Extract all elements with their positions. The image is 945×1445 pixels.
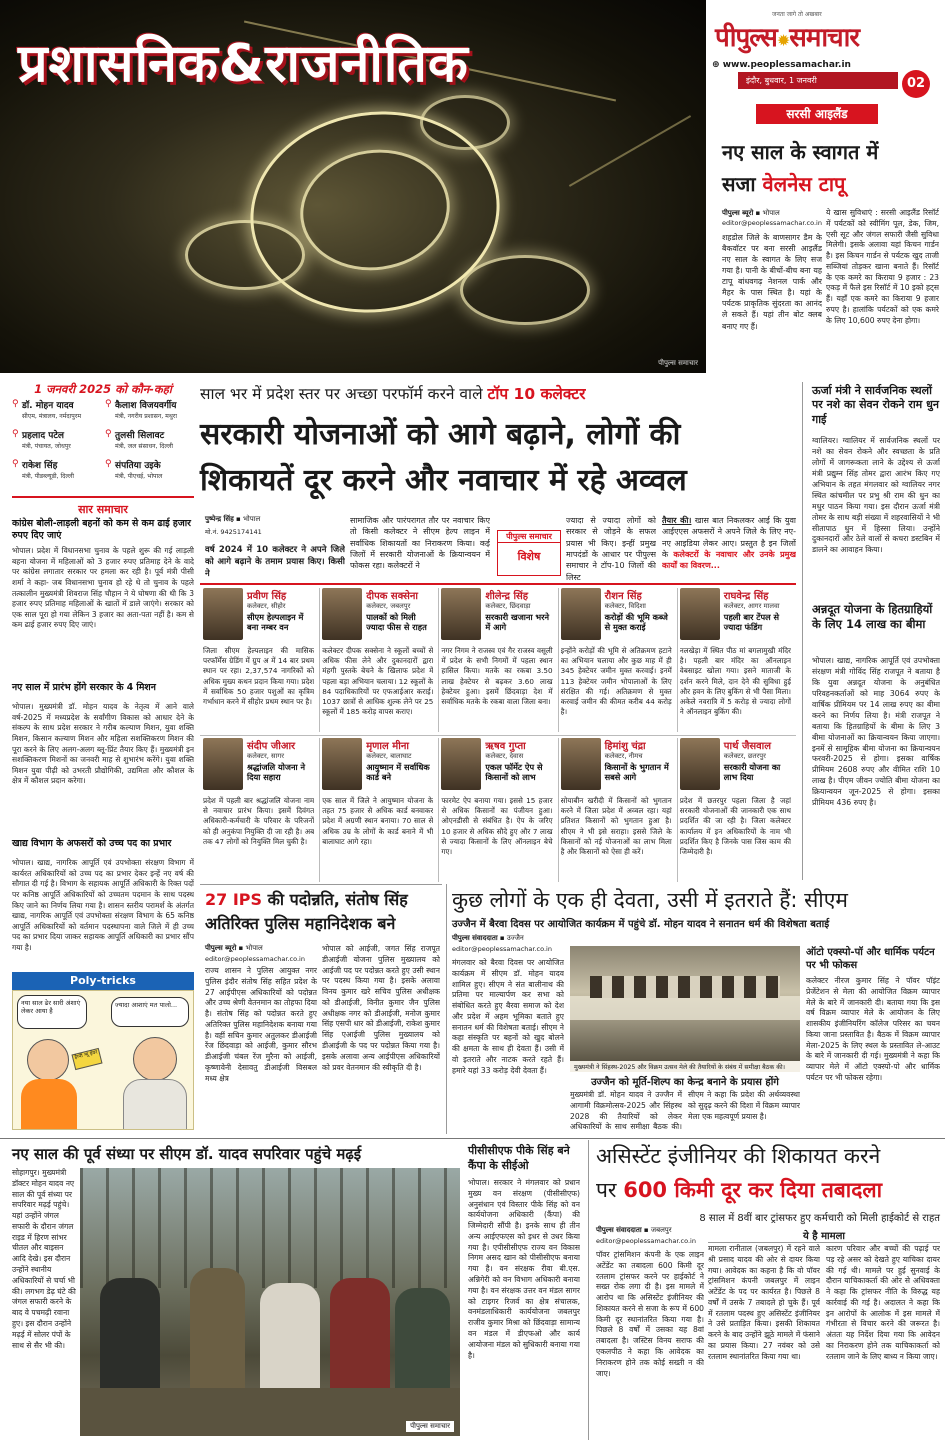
cm-headline-2: उज्जैन को मूर्ति-शिल्प का केन्द्र बनाने के प्रयास होंगे (591, 1077, 779, 1088)
byline-name: पीपुल्स ब्यूरो (722, 209, 754, 217)
collector-name: प्रवीण सिंह (247, 591, 287, 602)
sarsi-headline-2 (722, 170, 845, 197)
location-pin-icon: ⚲ (12, 399, 19, 409)
collector-body: प्रदेश में पहली बार श्रद्धांजलि योजना नाम से नवाचार प्रारंभ किया। इसमें दिवंगत अधिकारी-कर्मचारी के परिवार के परिजनों को ही अनुकंपा नियुक्ति दी जा रही है। अब तक 47 लोगों को नियुक्ति मिल चुकी है। (203, 796, 315, 846)
ips-rule (200, 884, 442, 885)
collector-card (561, 588, 674, 734)
collector-highlight: आयुष्मान में सर्वाधिक कार्ड बने (366, 762, 430, 783)
column-divider (588, 1140, 589, 1440)
pccf-body: भोपाल। सरकार ने मंगलवार को प्रधान मुख्य वन संरक्षण (पीसीसीएफ) अनुसंधान एवं विस्तार पीके सिंह को वन कार्ययोजना अधिकारी (कैंपा) की जिम्मेदारी सौंपी है। इनके साथ ही तीन अन्य आईएफएस को इधर से उधर किया गया है। एपीसीसीएफ राज्य वन विकास निगम असद खान को पीसीसीएफ बनाया गया है। वन संरक्षक रीवा बी.एस. अन्निगेरी को वन विभाग अधिकारी बनाया गया है। वन संरक्षक उत्तर वन मंडल सागर को टाइगर रिजर्व का क्षेत्र संचालक, वनमंडलाधिकारी कार्ययोजना जबलपुर राजीव कुमार मिश्रा को छिंदवाड़ा सामान्य वन मंडल में डीएफओ और कार्य आयोजना मंडल को सुधिकारी बनाया गया है। (468, 1178, 580, 1360)
collectors-headline-1: सरकारी योजनाओं को आगे बढ़ाने, लोगों की (200, 417, 681, 452)
collector-card (680, 588, 793, 734)
page-number: 02 (902, 70, 930, 98)
collector-highlight: सरकारी योजना का लाभ दिया (723, 762, 781, 783)
collector-photo (203, 588, 243, 640)
collectors-headline-2: शिकायतें दूर करने और नवाचार में रहे अव्वल (200, 463, 687, 498)
collector-photo (322, 738, 362, 790)
row-divider (200, 735, 796, 736)
collector-photo (322, 588, 362, 640)
photo-credit: पीपुल्स समाचार (406, 1421, 454, 1432)
saar-label: सार समाचार (72, 503, 134, 516)
saar-item-body: भोपाल। खाद्य, नागरिक आपूर्ति एवं उपभोक्ता संरक्षण विभाग में कार्यरत अधिकारियों को उच्च पद का प्रभार देकर इन्हें नए वर्ष की सौगात दी गई है। विभाग के सहायक आपूर्ति अधिकारी के रिक्त पदों पर कनिष्ठ आपूर्ति अधिकारियों को उच्चतम पदमान के साथ पदस्थ किए जाने का निर्णय लिया गया है। शासन स्तरीय परामर्श के अंतर्गत खाद्य, नागरिक आपूर्ति एवं उपभोक्ता संरक्षण विभाग के 65 कनिष्ठ आपूर्ति अधिकारियों को वर्तमान पदस्थापना वाले जिले में ही उच्च पद का प्रभार दिया जाकर सहायक आपूर्ति अधिकारी का प्रभार सौंप गया है। (12, 858, 194, 953)
collector-role: कलेक्टर, छिंदवाड़ा (485, 602, 531, 610)
cm-headline: कुछ लोगों के एक ही देवता, उसी में इतराते हैं: सीएम (452, 888, 848, 912)
calendar-entry (105, 458, 195, 486)
urja-headline: ऊर्जा मंत्री ने सार्वजनिक स्थलों पर नशे का सेवन रोकने राम धुन गाई (812, 384, 939, 426)
forest-trees (80, 1168, 460, 1288)
logo-right: समाचार (789, 23, 860, 53)
collector-role: कलेक्टर, छतरपुर (723, 752, 766, 760)
collector-photo (441, 588, 481, 640)
madai-headline: नए साल की पूर्व संध्या पर सीएम डॉ. यादव सपरिवार पहुंचे मढ़ई (12, 1145, 362, 1163)
sarsi-headline-1: नए साल के स्वागत में (722, 140, 879, 164)
engineer-email: editor@peoplessamachar.co.in (596, 1237, 696, 1245)
calendar-name: डॉ. मोहन यादव (22, 401, 74, 411)
globe-icon: ⊕ (712, 60, 720, 70)
ips-num: 27 IPS (205, 890, 263, 909)
bubble-left: नया साल ढेर सारी अंशाएं लेकर आया है (17, 995, 87, 1029)
saar-item-body: भोपाल। मुख्यमंत्री डॉ. मोहन यादव के नेतृत्व में आने वाले वर्ष-2025 में मध्यप्रदेश के सर्वांगीण विकास को आधार देने के संकल्प के साथ प्रदेश सरकार ने गरीब कल्याण मिशन, युवा शक्ति मिशन, किसान कल्याण मिशन और महिला सशक्तिकरण मिशन की पूरा करने के लिए अलग-अलग ब्लू-प्रिंट तैयार किए हैं। मुख्यमंत्री इन सशक्तिकरण मिशनों का जनवरी माह से शुभारंभ करेंगे। युवा शक्ति मिशन युवा पीढ़ी को उभरती प्रौद्योगिकी, उद्यमिता और कौशल के क्षेत्र में कौशल प्रदान करेगा। (12, 702, 194, 786)
photo-credit: पीपुल्स समाचार (658, 359, 698, 367)
collector-name: रौशन सिंह (604, 591, 642, 602)
polytricks-cartoon (12, 990, 194, 1130)
cm-byline: पीपुल्स संवाददाता ▪ उज्जैन (452, 934, 524, 942)
auto-expo-headline: ऑटो एक्स्पो-पॉ और धार्मिक पर्यटन पर भी फोकस (806, 947, 935, 971)
location-pin-icon: ⚲ (105, 399, 112, 409)
collector-card (322, 738, 435, 884)
ye-hai-mamla-label: ये है मामला (708, 1228, 940, 1243)
calendar-name: कैलाश विजयवर्गीय (115, 401, 177, 411)
byline-place: भोपाल (762, 209, 780, 217)
collector-card (203, 588, 316, 734)
collectors-intro-2: सामाजिक और पारंपरागत तौर पर नवाचार किए तो किसी कलेक्टर ने सीएम हेल्प लाइन में सर्वाधिक शिकायतों का निराकरण किया। कई जिलों में सरकारी योजनाओं के क्रियान्वयन में फोकस रहा। कलेक्टरों ने (350, 516, 490, 571)
collector-body: प्रदेश में छतरपुर पहला जिला है जहां सरकारी योजनाओं की जानकारी एक साथ प्रदर्शित की जा रही है। जिला कलेक्टर कार्यालय में इन अधिकारियों के नाम भी प्रदर्शित किए है जिनके पास जिस काम की जिम्मेदारी है। (679, 796, 791, 857)
saar-item-body: भोपाल। प्रदेश में विधानसभा चुनाव के पहले शुरू की गई लाड़ली बहना योजना में महिलाओं को 3 हजार रुपए प्रतिमाह देने के वादे पर कांग्रेस लगातार सरकार पर हमला कर रही है। पूर्व मंत्री पीसी शर्मा ने कहा- जब विधानसभा चुनाव हो रहे थे तो चुनाव के पहले तत्कालीन मुख्यमंत्री शिवराज सिंह चौहान ने ये घोषणा की थी कि 3 हजार रुपए प्रतिमाह महिलाओं के खातों में डाले जाएंगे। सरकार को एक साल पूरा हो गया लेकिन 3 हजार का अता-पता नहीं है। कम से कम ढाई हजार रुपए दिए जाएं। (12, 546, 194, 630)
engineer-headline-2 (596, 1176, 940, 1204)
ips-headline-2: अतिरिक्त पुलिस महानिदेशक बने (205, 914, 396, 933)
collector-photo (561, 588, 601, 640)
meeting-table (570, 996, 800, 1020)
calendar-place: मंत्री, जल संसाधन, दिल्ली (115, 443, 174, 450)
ips-body-2: भोपाल को आईजी, जगत सिंह राजपूत डीआईजी योजना पुलिस मुख्यालय को आईजी पद पर पदोन्नत करते हुए उसी स्थान पर पदस्थ किया गया है। इसके अलावा विनय कुमार खरे सचिव पुलिस अधीक्षक को डीआईजी, विनीत कुमार जैन पुलिस अधीक्षक नगर को डीआईजी, मनोज कुमार सिंह एसपी धार को डीआईजी, राकेश कुमार सिंह एआईजी पुलिस मुख्यालय को डीआईजी के पद पर पदोन्नत किया गया है। इसके अलावा अन्य आईपीएस अधिकारियों को प्रवर वेतनमान की स्वीकृति दी है। (322, 944, 440, 1072)
collectors-mobile: मो.नं. 9425174141 (205, 528, 262, 536)
collector-name: राघवेन्द्र सिंह (723, 591, 769, 602)
collector-highlight: पहली बार टेंपल से ज्यादा फंडिंग (723, 612, 780, 633)
column-divider (677, 588, 678, 732)
collector-role: कलेक्टर, सागर (247, 752, 285, 760)
person-silhouette (330, 1278, 390, 1403)
collector-photo (203, 738, 243, 790)
person-silhouette (395, 1288, 450, 1403)
urja-body: ग्वालियर। ग्वालियर में सार्वजनिक स्थलों पर नशे का सेवन रोकने और स्वच्छता के प्रति लोगों में जागरूकता लाने के उद्देश्य से ऊर्जा मंत्री प्रद्युम्न सिंह तोमर द्वारा आरंभ किए गए अभियान के तहत मंगलवार को ग्वालियर नगर स्थित कांचमील पर प्रभु श्री राम की धुन का मधुर पाठन किया गया। इस दौरान ऊर्जा मंत्री तोमर के साथ बड़ी संख्या में शहरवासियों ने भी सीतापाठ धुन में हिस्सा लिया। उन्होंने दुकानदारों और ठेले वालों से कचरा डस्टबिन में डालने का आवाहन किया। (812, 436, 940, 555)
date-bar: इंदौर, बुधवार, 1 जनवरी (738, 72, 898, 89)
cm-body-2: मुख्यमंत्री डॉ. मोहन यादव ने उज्जैन में आगामी विक्रमोत्सव-2025 और सिंहस्थ 2028 की तैयारियों को लेकर अधिकारियों के साथ समीक्षा बैठक की। सीएम ने कहा कि प्रदेश की अर्थव्यवस्था को सुदृढ़ करने की दिशा में विक्रम व्यापार मेला एक महत्वपूर्ण प्रयास है। (570, 1090, 800, 1132)
column-divider (319, 588, 320, 732)
calendar-place: मंत्री, पंचायत, जोधपुर (22, 443, 71, 450)
collector-name: संदीप जीआर (247, 741, 296, 752)
collector-role: कलेक्टर, विदिशा (604, 602, 646, 610)
collector-name: पार्थ जैसवाल (723, 741, 772, 752)
saar-header (12, 496, 194, 514)
collector-body: एक साल में जिले ने आयुष्मान योजना के तहत 75 हजार से अधिक कार्ड बनवाकर प्रदेश में अग्रणी स्थान बनाया। 70 साल से अधिक उम्र के लोगों के कार्ड बनाने में भी बालाघाट आगे रहा। (322, 796, 434, 846)
cartoon-hat: हैप्पी न्यू ईयर (71, 1048, 102, 1070)
hero-photo (0, 0, 706, 373)
location-pin-icon: ⚲ (105, 459, 112, 469)
engineer-subhead: 8 साल में 8वीं बार ट्रांसफर हुए कर्मचारी को मिली हाईकोर्ट से राहत (699, 1213, 940, 1224)
building-ring-right (460, 255, 590, 325)
cartoon-body-left (21, 1079, 77, 1130)
collector-body: सोयाबीन खरीदी में किसानों को भुगतान करने में जिला प्रदेश में अव्वल रहा। यहां प्रतिशत किसानों को भुगतान हुआ है। सीएम ने भी इसे सराहा। इससे जिले के किसानों को नई योजनाओं का लाभ मिला है और किसानों को ऐसा ही करें। (560, 796, 672, 857)
saar-item-headline: कांग्रेस बोली-लाड़ली बहनों को कम से कम ढाई हजार रुपए दिए जाएं (12, 518, 191, 541)
collector-highlight: करोड़ों की भूमि कब्जे से मुक्त कराई (604, 612, 668, 633)
collector-role: कलेक्टर, देवास (485, 752, 524, 760)
collector-role: कलेक्टर, बालाघाट (366, 752, 412, 760)
calendar-place: मंत्री, पीडब्ल्यूडी, दिल्ली (22, 473, 74, 480)
collector-highlight: सीएम हेल्पलाइन में बना नम्बर वन (247, 612, 304, 633)
collector-name: शीलेन्द्र सिंह (485, 591, 529, 602)
bubble-right: ज्यादा आशाएं मत पालो... (111, 997, 189, 1027)
ips-email: editor@peoplessamachar.co.in (205, 955, 305, 963)
collector-photo (680, 588, 720, 640)
ips-body-1: राज्य शासन ने पुलिस आयुक्त नगर पुलिस इंदौर संतोष सिंह सहित प्रदेश के 27 आईपीएस अधिकारियों को पदोन्नत और उच्च श्रेणी वेतनमान का तोहफा दिया है। संतोष सिंह को पदोन्नत करते हुए अतिरिक्त पुलिस महानिदेशक बनाया गया है। वहीं सचिन कुमार अतुलकर डीआईजी रेंज छिंदवाड़ा को आईजी, कुमार सौरभ डीआईजी चंबल रेंज मुरैना को आईजी, कृष्णावेनी देसावतु डीआईजी विसबल मध्य क्षेत्र (205, 966, 317, 1083)
annadoot-body: भोपाल। खाद्य, नागरिक आपूर्ति एवं उपभोक्ता संरक्षण मंत्री गोविंद सिंह राजपूत ने बताया है कि युवा अन्नदूत योजना के अनुबंधित परिवहनकर्ताओं को माह 3064 रुपए के वार्षिक प्रीमियम पर 14 लाख रुपए का बीमा करने का निर्णय लिया है। मंत्री राजपूत ने बताया कि हितग्राहियों के बीमा के लिए 3 बीमा योजनाओं का क्रियान्वयन किया जाएगा। इनमें से सामूहिक बीमा योजना का क्रियान्वयन फरवरी-2025 से होगा। इसका वार्षिक प्रीमियम 2608 रुपए और वीमित राशि 10 लाख है। पीएम जीवन ज्योति बीमा योजना का क्रियान्वयन जून-2025 से होगा। इसका प्रीमियम 436 रुपए है। (812, 656, 940, 808)
collector-body: फारमेट ऐप बनाया गया। इससे 15 हजार से अधिक किसानों का पंजीयन हुआ। ओएनडीसी से संबंधित है। ऐप के जरिए 10 हजार से अधिक सौदे हुए और 7 लाख से ज्यादा किसानों के लिए ऑनलाइन बेचे गए। (441, 796, 553, 857)
engineer-body-1: पॉवर ट्रांसमिशन कंपनी के एक लाइन अटेंडेंट का तबादला 600 किमी दूर रतलाम ट्रांसफर करने पर हाईकोर्ट ने सख्त रोक लगा दी है। इस मामले में आरोप था कि असिस्टेंट इंजीनियर की शिकायत करने से सजा के रूप में 600 किमी दूर स्थानांतरित किया गया है। पिछले 8 वर्षों में उसका यह 8वां तबादला है। जस्टिस विनय सराफ की एकलपीठ ने कहा कि आवेदक का निराकरण होने तक कोई सख्ती न की जाए। (596, 1250, 704, 1378)
collector-name: मृणाल मीना (366, 741, 409, 752)
collector-card (680, 738, 793, 884)
collector-card (441, 738, 554, 884)
location-pin-icon: ⚲ (105, 429, 112, 439)
vishesh-label: विशेष (517, 550, 541, 563)
cm-body-1: मंगलवार को बैरवा दिवस पर आयोजित कार्यक्रम में सीएम डॉ. मोहन यादव शामिल हुए। सीएम ने संत बालीनाथ की प्रतिमा पर माल्यार्पण कर सभा को संबोधित करते हुए बैरवा समाज को देश और प्रदेश में अहम भूमिका बताते हुए सनातन धर्म की विशेषता बताई। सीएम ने कहा संस्कृति पर बहनों को खुद बोलने की क्षमता के साथ ही देवता हैं। उसी में वो इतराते और नाटक करते रहते हैं। हमारे यहां 33 करोड़ देवी देवता हैं। (452, 958, 564, 1075)
column-divider (438, 588, 439, 732)
collector-role: कलेक्टर, नीमच (604, 752, 643, 760)
collectors-byline: पुष्पेन्द्र सिंह ▪ भोपाल (205, 515, 261, 523)
sarsi-byline: पीपुल्स ब्यूरो ▪ भोपाल (722, 209, 780, 217)
calendar-name: संपतिया उइके (115, 461, 161, 471)
byline-name: पीपुल्स संवाददाता (452, 934, 498, 942)
cartoon-body-right (123, 1079, 187, 1130)
collector-highlight: किसानों के भुगतान में सबसे आगे (604, 762, 669, 783)
collector-body: जिला सीएम हेल्पलाइन की मासिक परफॉर्मेंस ग्रेडिंग में ग्रुप अ में 14 बार प्रथम स्थान पर रहा। 2,37,574 नागरिकों को अधिक मुख्य कथन प्रदान किया गया। प्रदेश में सर्वाधिक 50 हजार पशुओं का कृत्रिम गर्भाधान करने में सीहोर प्रथम स्थान पर है। (203, 646, 315, 707)
byline-place: उज्जैन (506, 934, 524, 942)
calendar-entry (105, 398, 195, 426)
collectors-grid (200, 588, 796, 878)
saar-item-headline: खाद्य विभाग के अफसरों को उच्च पद का प्रभार (12, 838, 172, 849)
cm-email: editor@peoplessamachar.co.in (452, 945, 552, 953)
collector-highlight: श्रद्धांजलि योजना ने दिया सहारा (247, 762, 306, 783)
byline-place: भोपाल (245, 944, 263, 952)
calendar-place: मंत्री, पीएचई, भोपाल (115, 473, 163, 480)
collector-card (203, 738, 316, 884)
engineer-byline: पीपुल्स संवाददाता ▪ जबलपुर (596, 1226, 672, 1234)
person-silhouette (100, 1278, 160, 1398)
collector-photo (441, 738, 481, 790)
engineer-body-3: कारण परिवार और बच्चों की पढ़ाई पर पड़ रहे असर को देखते हुए याचिका दायर की गई थी। मामले पर हुई सुनवाई के दौरान याचिकाकर्ता की ओर से अधिवक्ता ने कहा कि ट्रांसफर नीति के विरुद्ध यह कार्रवाई की गई है। अदालत ने कहा कि इन आरोपों के आलोक में इस मामले में गंभीरता से विचार करने की जरूरत है। अंततः यह निर्देश दिया गया कि आवेदन का निराकरण होने तक याचिकाकर्ता को रतलाम जाने के लिए बाध्य न किया जाए। (826, 1244, 940, 1361)
ips-head-1: की पदोन्नति, संतोष सिंह (262, 890, 408, 909)
sarsi-headline-2b: वेलनेस टापू (762, 172, 846, 196)
column-divider (677, 738, 678, 882)
masthead-website (712, 60, 851, 70)
person-silhouette (260, 1283, 320, 1403)
cartoon-face-left (27, 1039, 69, 1081)
calendar-place: मंत्री, नगरीय प्रशासन, मथुरा (115, 413, 177, 420)
collector-highlight: पालकों को मिली ज्यादा फीस से राहत (366, 612, 427, 633)
cm-meeting-photo (570, 946, 800, 1061)
collector-card (561, 738, 674, 884)
madai-photo (80, 1168, 460, 1436)
masthead-tagline: जनता जागे तो अखबार (772, 11, 822, 18)
calendar-entry (12, 398, 102, 426)
logo-star-icon: ✹ (776, 31, 790, 50)
engineer-body-2: मामला रानीताल (जबलपुर) में रहने वाले श्री प्रसाद यादव की ओर से दायर किया गया। आवेदक का कहना है कि वो पॉवर ट्रांसमिशन कंपनी जबलपुर में लाइन अटेंडेंट के पद पर कार्यरत है। पिछले 8 वर्षों में उसके 7 तबादले हो चुके हैं। पूर्व में रतलाम पदस्थ हुए असिस्टेंट इंजीनियर ने उसे प्रताड़ित किया। इसकी शिकायत करने के बाद उन्होंने झूठे मामले में फंसाने का प्रयास किया। 27 नवंबर को उसे रतलाम स्थानांतरित किया गया था। (708, 1244, 820, 1361)
collector-role: कलेक्टर, आगर मालवा (723, 602, 780, 610)
annadoot-headline: अन्नदूत योजना के हितग्राहियों के लिए 14 लाख का बीमा (812, 602, 933, 631)
collector-role: कलेक्टर, सीहोर (247, 602, 286, 610)
byline-name: पुष्पेन्द्र सिंह (205, 515, 234, 523)
collector-role: कलेक्टर, जबलपुर (366, 602, 411, 610)
calendar-entry (105, 428, 195, 456)
kicker-text: साल भर में प्रदेश स्तर पर अच्छा परफॉर्म करने वाले (200, 385, 488, 403)
engineer-head-2b: 600 किमी दूर कर दिया तबादला (623, 1178, 883, 1202)
column-divider (438, 738, 439, 882)
collector-photo (680, 738, 720, 790)
meeting-people (590, 976, 780, 998)
hero-title: प्रशासनिक&राजनीतिक (18, 34, 469, 94)
column-divider (802, 382, 803, 880)
calendar-entry (12, 428, 102, 456)
collector-body: नगर निगम ने राजस्व एवं गैर राजस्व वसूली में प्रदेश के सभी निगमों में पहला स्थान हासिल किया। मतके का रकबा 3.50 लाख हेक्टेयर से बढ़कर 3.60 लाख हेक्टेयर हुआ। इसमें छिंदवाड़ा देश में सर्वाधिक मतके के रकबा वाला जिला बना। (441, 646, 553, 707)
calendar-name: प्रहलाद पटेल (22, 431, 64, 441)
auto-expo-body: कलेक्टर नीरज कुमार सिंह ने पॉवर पॉइंट प्रेजेंटेशन से मेला की आयोजित विक्रम व्यापार मेले के बारे में जानकारी दी। बताया गया कि इस वर्ष विक्रम व्यापार मेले के आयोजन के लिए शासकीय इंजीनियरिंग कॉलेज परिसर का चयन किया जाना प्रस्तावित है। बैठक में विक्रम व्यापार मेला-2025 के लिए स्थल के प्रस्तावित ले-आउट के बारे में जानकारी दी गई। मुख्यमंत्री ने कहा कि व्यापार मेले में ऑटो एक्स्पो-पो और धार्मिक पर्यटन पर भी फोकस रहेगा। (806, 976, 940, 1083)
madai-body: सोहागपुर। मुख्यमंत्री डॉक्टर मोहन यादव नए साल की पूर्व संध्या पर सपरिवार मढ़ई पहुंचे। यहां उन्होंने जंगल सफारी के दौरान जंगल राइड में हिरण सांभर चीतल और बाइसन आदि देखे। इस दौरान उन्होंने स्थानीय अधिकारियों से चर्चा भी की। लगभग डेढ़ घंटे की जंगल सफारी करने के बाद वे पचमढ़ी रवाना हुए। इस दौरान उन्होंने मढ़ई में सोलर पंपों के साथ से सैर भी की। (12, 1168, 76, 1350)
road-line (569, 115, 691, 187)
collector-body: कलेक्टर दीपक सक्सेना ने स्कूलों बच्चों से अधिक फीस लेने और दुकानदारों द्वारा मंहगी पुस्तके बेचने के खिलाफ प्रदेश में पहला बड़ा अभियान चलाया। 12 स्कूलों के 84 पदाधिकारियों पर एफआईआर कराई। 1037 छात्रों से आधिक शुल्क लेने पर 25 स्कूलों में 185 करोड़ वापस कराए। (322, 646, 434, 717)
intro-4c: कलेक्टरों के नवाचार और उनके प्रमुख कार्यों का विवरण... (662, 550, 796, 571)
collector-name: ऋषव गुप्ता (485, 741, 526, 752)
column-divider (446, 884, 447, 1134)
collector-card (322, 588, 435, 734)
collectors-intro-3: ज्यादा से ज्यादा लोगों को सरकार से जोड़ने के सफल प्रयास भी किए। इन्हीं प्रमुख मापदंडों के आधार पर पीपुल्स समाचार ने टॉप-10 जिलों की लिस्ट (566, 516, 656, 581)
collector-highlight: सरकारी खजाना भरने में आगे (485, 612, 550, 633)
engineer-headline-1: असिस्टेंट इंजीनियर की शिकायत करने (596, 1144, 881, 1168)
sarsi-email: editor@peoplessamachar.co.in (722, 219, 822, 227)
building-ring-left (185, 220, 305, 290)
calendar-name: तुलसी सिलावट (115, 431, 165, 441)
calendar-entry (12, 458, 102, 486)
cm-subhead: उज्जैन में बैरवा दिवस पर आयोजित कार्यक्रम में पहुंचे डॉ. मोहन यादव ने सनातन धर्म की विशेषता बताई (452, 919, 830, 930)
building-ring-top (420, 95, 510, 150)
calendar-title: 1 जनवरी 2025 को कौन-कहां (34, 382, 172, 396)
collectors-intro-1: वर्ष 2024 में 10 कलेक्टर ने अपने जिले को आगे बढ़ाने के तमाम प्रयास किए। किसी ने (205, 545, 345, 580)
ips-headline-1 (205, 888, 408, 910)
ground (80, 1388, 460, 1436)
collector-name: हिमांशु चंद्रा (604, 741, 646, 752)
polytricks-label: Poly-tricks (12, 972, 194, 990)
logo-left: पीपुल्स (715, 23, 777, 53)
sarsi-headline-2a: सजा (722, 172, 763, 196)
intro-4a: तैयार की। (662, 516, 692, 525)
byline-name: पीपुल्स संवाददाता (596, 1226, 642, 1234)
collector-card (441, 588, 554, 734)
calendar-name: राकेश सिंह (22, 461, 58, 471)
cartoon-face-right (133, 1037, 177, 1081)
collector-photo (561, 738, 601, 790)
location-pin-icon: ⚲ (12, 429, 19, 439)
ips-byline: पीपुल्स ब्यूरो ▪ भोपाल (205, 944, 263, 952)
sarsi-body-2: ये खास सुविधाएं : सरसी आइलैंड रिसॉर्ट में पर्यटकों को स्वीमिंग पूल, डेक, जिम, एसी सूट और जंगल सफारी जैसी सुविधा मिलेगी। इसके अलावा यहां किचन गार्डन है। इस किचन गार्डन से पर्यटक खुद ताजी सब्जियां तोड़कर खाना बनाते हैं। रिसॉर्ट के एक कमरे का किराया 9 हजार : 23 एकड़ में फैले इस रिसॉर्ट में 10 इको हट्स हैं। यहाँ एक कमरे का किराया 9 हजार रुपए है। हालांकि पर्यटकों को एक कमरे के लिए 10,600 रुपए देना होगा। (826, 208, 939, 325)
vishesh-logo: पीपुल्स समाचार (498, 531, 560, 543)
vishesh-box (497, 530, 561, 576)
sarsi-body-1: शहडोल जिले के बाणसागर डैम के बैकवॉटर पर बना सरसी आइलैंड नए साल के स्वागत के लिए सज गया है। पानी के बीचों-बीच बना यह टापू बांधवगढ़ नेशनल पार्क और मैहर के पास स्थित है। यहां के पर्यटक प्राकृतिक सुंदरता का आनंद ले सकते हैं। यहां तीन बोट क्लब बनाए गए हैं। (722, 233, 822, 331)
intro-4b: खास बात निकलकर आई कि युवा आईएएस अफसरों ने अपने जिले के लिए नए-नए आइडिया लेकर आए। प्रस्तुत है इन जिलों के (662, 516, 796, 560)
collector-body: इन्होंने करोड़ों की भूमि से अतिक्रमण हटाने का अभियान चलाया और कुछ माह में ही 345 हेक्टेयर जमीन मुक्त करवाई। इनमें 113 हेक्टेयर जमीन भोपालाओं के लिए संरक्षित की गई। अतिक्रमण से मुक्त करवाई जमीन की कीमत करीब 44 करोड़ है। (560, 646, 672, 717)
collector-body: नलखेड़ा में स्थित पीठ मां बगलामुखी मंदिर है। पहली बार मंदिर का ऑनलाइन वेबसाइट खोला गया। इसने माताजी के दर्शन करने मिले, दान देने की सुविधा हुई और हवन के लिए बुकिंग से भी पैसा मिला। अकेले नवरात्रि में 5 करोड़ से ज्यादा लोगों ने ऑनलाइन बुकिंग की। (679, 646, 791, 717)
byline-place: जबलपुर (650, 1226, 672, 1234)
collectors-kicker (200, 382, 796, 404)
calendar-list (12, 398, 194, 490)
column-divider (558, 588, 559, 732)
sarsi-label: सरसी आइलैंड (756, 104, 878, 124)
engineer-head-2a: पर (596, 1178, 624, 1202)
website-text: www.peoplessamachar.in (722, 60, 851, 70)
saar-list (12, 518, 194, 970)
person-silhouette (190, 1268, 245, 1398)
collector-name: दीपक सक्सेना (366, 591, 418, 602)
byline-place: भोपाल (243, 515, 261, 523)
saar-item-headline: नए साल में प्रारंभ होंगे सरकार के 4 मिशन (12, 682, 156, 693)
masthead-logo (715, 18, 859, 54)
collectors-rule (200, 583, 796, 585)
collector-highlight: एकल फॉर्मेट ऐप से किसानों को लाभ (485, 762, 543, 783)
location-pin-icon: ⚲ (12, 459, 19, 469)
bottom-rule (0, 1138, 945, 1139)
calendar-place: सीएम, मंत्रालय, नर्मदापुरम (22, 413, 82, 420)
collectors-intro-4 (662, 515, 796, 581)
byline-name: पीपुल्स ब्यूरो (205, 944, 237, 952)
column-divider (558, 738, 559, 882)
kicker-highlight: टॉप 10 कलेक्टर (487, 385, 586, 403)
pccf-headline: पीसीसीएफ पीके सिंह बने कैंपा के सीईओ (468, 1144, 570, 1172)
column-divider (319, 738, 320, 882)
cm-photo-caption: मुख्यमंत्री ने सिंहस्थ-2025 और विक्रम उत्सव मेले की तैयारियों के संबंध में समीक्षा बैठक की। (570, 1061, 800, 1072)
